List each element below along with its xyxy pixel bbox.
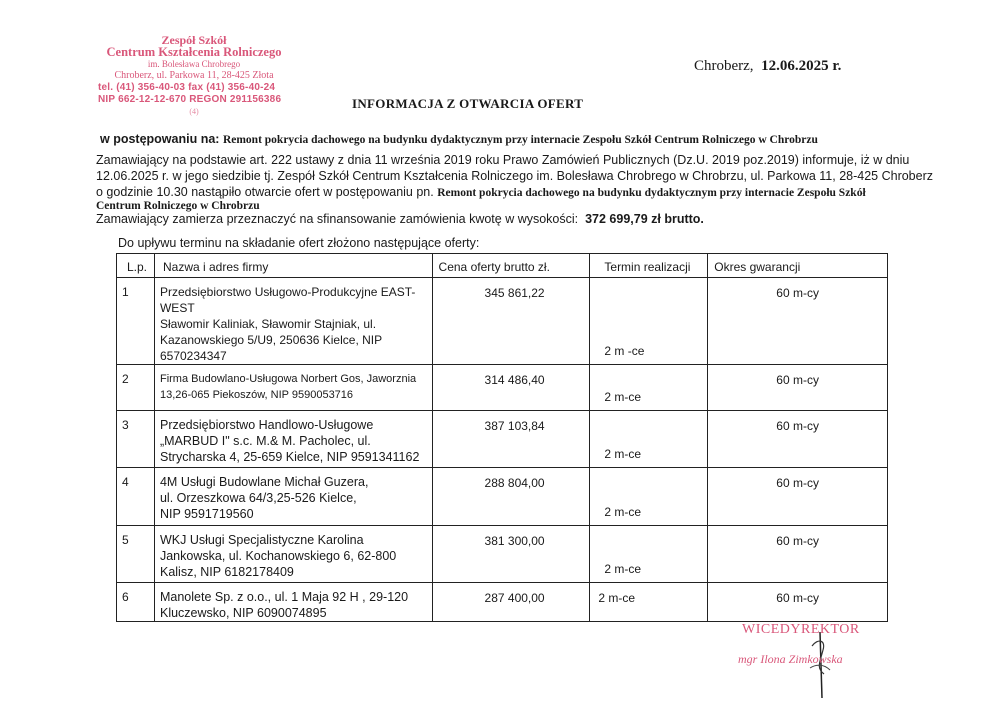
row-price: 287 400,00	[432, 583, 590, 622]
row-price: 387 103,84	[432, 411, 590, 468]
row-warranty: 60 m-cy	[708, 411, 888, 468]
body-line-3	[96, 185, 866, 199]
firm-line: 13,26-065 Piekoszów, NIP 9590053716	[159, 389, 354, 401]
firm-line: 4M Usługi Budowlane Michał Guzera,	[159, 475, 369, 489]
signature-block	[738, 622, 860, 667]
firm-line: NIP 9591719560	[159, 507, 254, 521]
row-warranty: 60 m-cy	[708, 526, 888, 583]
firm-line: Sławomir Kaliniak, Sławomir Stajniak, ul.	[159, 317, 377, 331]
header-lp: L.p.	[117, 254, 155, 278]
term-value: 2 m -ce	[604, 344, 645, 358]
table-row	[117, 468, 888, 526]
stamp-line-4: Chroberz, ul. Parkowa 11, 28-425 Złota	[114, 70, 274, 81]
row-warranty: 60 m-cy	[708, 583, 888, 622]
signature-role: WICEDYREKTOR	[742, 622, 860, 637]
firm-line: Kluczewsko, NIP 6090074895	[159, 606, 327, 620]
table-row	[117, 411, 888, 468]
row-lp: 6	[117, 583, 155, 622]
row-term	[590, 468, 708, 526]
row-firm	[154, 583, 432, 622]
firm-line: Przedsiębiorstwo Usługowo-Produkcyjne EAST-WEST	[159, 285, 416, 315]
stamp-line-5: tel. (41) 356-40-03 fax (41) 356-40-24	[98, 82, 276, 93]
firm-line: „MARBUD I" s.c. M.& M. Pacholec, ul.	[159, 434, 371, 448]
budget-line	[96, 212, 704, 226]
firm-line: Kazanowskiego 5/U9, 250636 Kielce, NIP 6570234347	[159, 333, 382, 363]
row-lp: 4	[117, 468, 155, 526]
body-line-3-prefix: o godzinie 10.30 nastąpiło otwarcie ofert w postępowaniu pn.	[96, 185, 434, 199]
document-date	[694, 58, 841, 75]
budget-amount: 372 699,79 zł brutto.	[585, 212, 704, 226]
row-firm	[154, 526, 432, 583]
stamp-line-3: im. Bolesława Chrobrego	[147, 59, 241, 69]
table-row	[117, 526, 888, 583]
table-row	[117, 365, 888, 411]
term-value: 2 m-ce	[604, 390, 642, 404]
row-lp: 1	[117, 278, 155, 365]
header-firm: Nazwa i adres firmy	[154, 254, 432, 278]
date-place: Chroberz,	[694, 58, 754, 74]
row-firm	[154, 411, 432, 468]
proceeding-line	[100, 132, 818, 146]
body-line-3-subject: Remont pokrycia dachowego na budynku dydaktycznym przy internacie Zespołu Szkół	[437, 187, 866, 199]
row-term	[590, 278, 708, 365]
row-warranty: 60 m-cy	[708, 468, 888, 526]
row-term	[590, 365, 708, 411]
budget-prefix: Zamawiający zamierza przeznaczyć na sfinansowanie zamówienia kwotę w wysokości:	[96, 212, 579, 226]
row-lp: 5	[117, 526, 155, 583]
row-warranty: 60 m-cy	[708, 365, 888, 411]
row-term	[590, 583, 708, 622]
offers-table	[116, 253, 888, 622]
row-lp: 2	[117, 365, 155, 411]
term-value: 2 m-ce	[598, 591, 636, 605]
body-line-2: 12.06.2025 r. w jego siedzibie tj. Zespół Szkół Centrum Kształcenia Rolniczego im. Bolesława Chrobrego w Chrobrzu, ul. Parkowa 11, 28-425 Chroberz	[96, 169, 933, 183]
offers-intro: Do upływu terminu na składanie ofert złożono następujące oferty:	[118, 236, 480, 250]
page-title: INFORMACJA Z OTWARCIA OFERT	[352, 96, 584, 111]
firm-line: ul. Orzeszkowa 64/3,25-526 Kielce,	[159, 491, 357, 505]
stamp-line-7: (4)	[189, 107, 199, 116]
proceeding-subject: Remont pokrycia dachowego na budynku dydaktycznym przy internacie Zespołu Szkół Centrum Rolniczego w Chrobrzu	[222, 134, 818, 146]
table-row	[117, 278, 888, 365]
row-price: 314 486,40	[432, 365, 590, 411]
row-term	[590, 526, 708, 583]
term-value: 2 m-ce	[604, 505, 642, 519]
row-firm	[154, 365, 432, 411]
stamp-line-1: Zespół Szkół	[161, 33, 227, 47]
proceeding-prefix: w postępowaniu na:	[100, 132, 220, 146]
table-row	[117, 583, 888, 622]
stamp-line-2: Centrum Kształcenia Rolniczego	[106, 45, 282, 59]
row-price: 381 300,00	[432, 526, 590, 583]
header-price: Cena oferty brutto zł.	[432, 254, 590, 278]
row-firm	[154, 468, 432, 526]
firm-line: Przedsiębiorstwo Handlowo-Usługowe	[159, 418, 374, 432]
school-stamp	[96, 34, 292, 118]
body-line-1: Zamawiający na podstawie art. 222 ustawy z dnia 11 września 2019 roku Prawo Zamówień Publicznych (Dz.U. 2019 poz.2019) informuje, iż w dniu	[96, 153, 910, 167]
header-term: Termin realizacji	[590, 254, 708, 278]
row-warranty: 60 m-cy	[708, 278, 888, 365]
firm-line: Firma Budowlano-Usługowa Norbert Gos, Jaworznia	[159, 373, 417, 385]
term-value: 2 m-ce	[604, 562, 642, 576]
row-lp: 3	[117, 411, 155, 468]
firm-line: WKJ Usługi Specjalistyczne Karolina	[159, 533, 364, 547]
firm-line: Strycharska 4, 25-659 Kielce, NIP 9591341162	[159, 450, 420, 464]
firm-line: Manolete Sp. z o.o., ul. 1 Maja 92 H , 29-120	[159, 590, 409, 604]
term-value: 2 m-ce	[604, 447, 642, 461]
row-firm	[154, 278, 432, 365]
row-term	[590, 411, 708, 468]
row-price: 345 861,22	[432, 278, 590, 365]
signature-name: mgr Ilona Zimkowska	[738, 652, 843, 666]
firm-line: Jankowska, ul. Kochanowskiego 6, 62-800	[159, 549, 397, 563]
firm-line: Kalisz, NIP 6182178409	[159, 565, 294, 579]
header-warranty: Okres gwarancji	[708, 254, 888, 278]
row-price: 288 804,00	[432, 468, 590, 526]
table-header-row	[117, 254, 888, 278]
stamp-line-6: NIP 662-12-12-670 REGON 291156386	[98, 94, 282, 105]
body-line-4: Centrum Rolniczego w Chrobrzu	[96, 200, 260, 212]
date-value: 12.06.2025 r.	[761, 58, 842, 74]
